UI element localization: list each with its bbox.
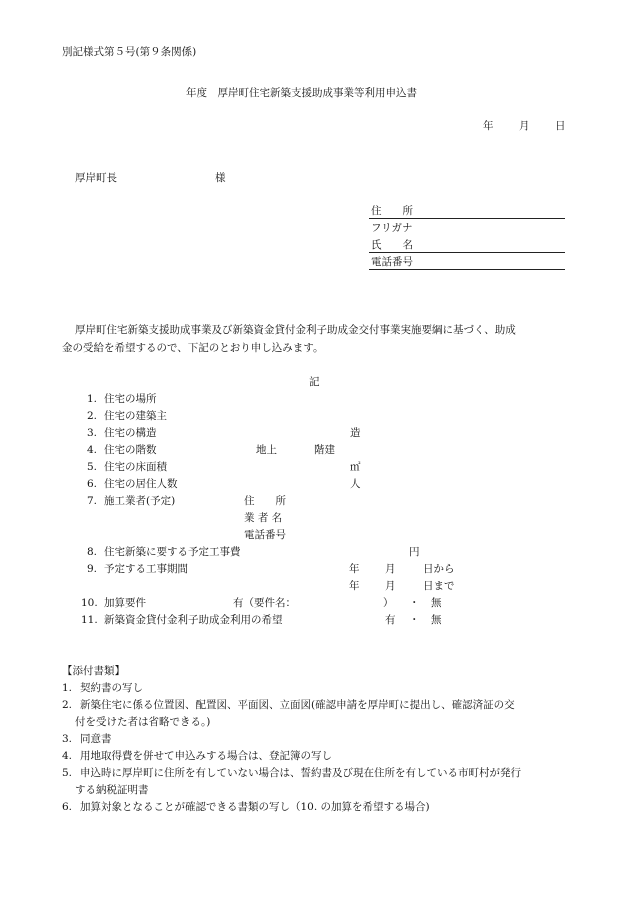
attachment-number: 3. [62,733,73,745]
attachment-number: 5. [62,767,73,779]
item-number: 11. [81,614,98,626]
applicant-address-line [369,218,565,219]
item-floor-area-label: 住宅の床面積 [104,461,167,473]
bonus-yes-option: 有（要件名： [233,597,296,609]
attachment-contract: 契約書の写し [80,682,143,694]
attachment-drawings: 新築住宅に係る位置図、配置図、平面図、立面図(確認申請を厚岸町に提出し、確認済証の交 [80,699,515,711]
item-floors-unit: 階建 [314,444,335,456]
applicant-furigana-label: フリガナ [371,222,413,234]
ki-heading: 記 [309,376,320,388]
period-from-year: 年 [349,563,360,575]
item-number: 3. [87,427,98,439]
body-text-line-1: 厚岸町住宅新築支援助成事業及び新築資金貸付金利子助成金交付事業実施要綱に基づく、助成 [75,324,516,336]
attachment-number: 4. [62,750,73,762]
date-day-label: 日 [555,120,566,132]
period-to-year: 年 [349,580,360,592]
item-residents-label: 住宅の居住人数 [104,478,178,490]
attachment-consent: 同意書 [80,733,112,745]
item-residents-unit: 人 [350,478,361,490]
period-from-month: 月 [385,563,396,575]
attachment-number: 6. [62,801,73,813]
item-number: 1. [87,393,98,405]
item-cost-unit: 円 [409,546,420,558]
item-cost-label: 住宅新築に要する予定工事費 [104,546,241,558]
loan-yes-option: 有 [385,614,396,626]
item-period-label: 予定する工事期間 [104,563,188,575]
item-loan-interest-label: 新築資金貸付金利子助成金利用の希望 [104,614,283,626]
attachments-heading: 【添付書類】 [62,665,125,677]
item-number: 8. [87,546,98,558]
attachment-bonus-proof: 加算対象となることが確認できる書類の写し（10. の加算を希望する場合) [80,801,430,813]
item-number: 10. [81,597,98,609]
bonus-close-paren: ） [383,597,394,609]
period-from-day: 日から [423,563,455,575]
item-structure-unit: 造 [350,427,361,439]
honorific: 様 [215,172,226,184]
bonus-separator: ・ [409,597,420,609]
period-to-day: 日まで [423,580,455,592]
date-year-label: 年 [483,120,494,132]
item-contractor-label: 施工業者(予定) [104,495,176,507]
loan-no-option: 無 [431,614,442,626]
item-floors-label: 住宅の階数 [104,444,157,456]
body-text-line-2: 金の受給を希望するので、下記のとおり申し込みます。 [62,342,324,354]
applicant-phone-line [369,269,565,270]
contractor-address-label: 住 所 [244,495,286,507]
attachment-number: 1. [62,682,73,694]
date-month-label: 月 [519,120,530,132]
item-number: 9. [87,563,98,575]
applicant-address-label: 住 所 [371,205,413,217]
item-number: 6. [87,478,98,490]
applicant-phone-label: 電話番号 [371,256,413,268]
attachment-registry: 用地取得費を併せて申込みする場合は、登記簿の写し [80,750,332,762]
applicant-name-line [369,252,565,253]
form-title: 年度 厚岸町住宅新築支援助成事業等利用申込書 [186,87,417,99]
attachment-drawings-cont: 付を受けた者は省略できる。) [75,716,211,728]
item-number: 4. [87,444,98,456]
form-number: 別記様式第５号(第９条関係) [62,46,197,58]
item-structure-label: 住宅の構造 [104,427,157,439]
item-floor-area-unit: ㎡ [350,461,361,473]
addressee: 厚岸町長 [75,172,117,184]
contractor-company-label: 業 者 名 [244,512,283,524]
applicant-name-label: 氏 名 [371,239,413,251]
item-floors-above: 地上 [256,444,277,456]
item-number: 7. [87,495,98,507]
item-owner-label: 住宅の建築主 [104,410,167,422]
period-to-month: 月 [385,580,396,592]
item-number: 5. [87,461,98,473]
loan-separator: ・ [409,614,420,626]
attachment-pledge-cont: する納税証明書 [75,784,149,796]
contractor-phone-label: 電話番号 [244,529,286,541]
bonus-no-option: 無 [431,597,442,609]
attachment-number: 2. [62,699,73,711]
item-bonus-label: 加算要件 [104,597,146,609]
item-number: 2. [87,410,98,422]
attachment-pledge: 申込時に厚岸町に住所を有していない場合は、誓約書及び現在住所を有している市町村が発行 [80,767,521,779]
item-location-label: 住宅の場所 [104,393,157,405]
